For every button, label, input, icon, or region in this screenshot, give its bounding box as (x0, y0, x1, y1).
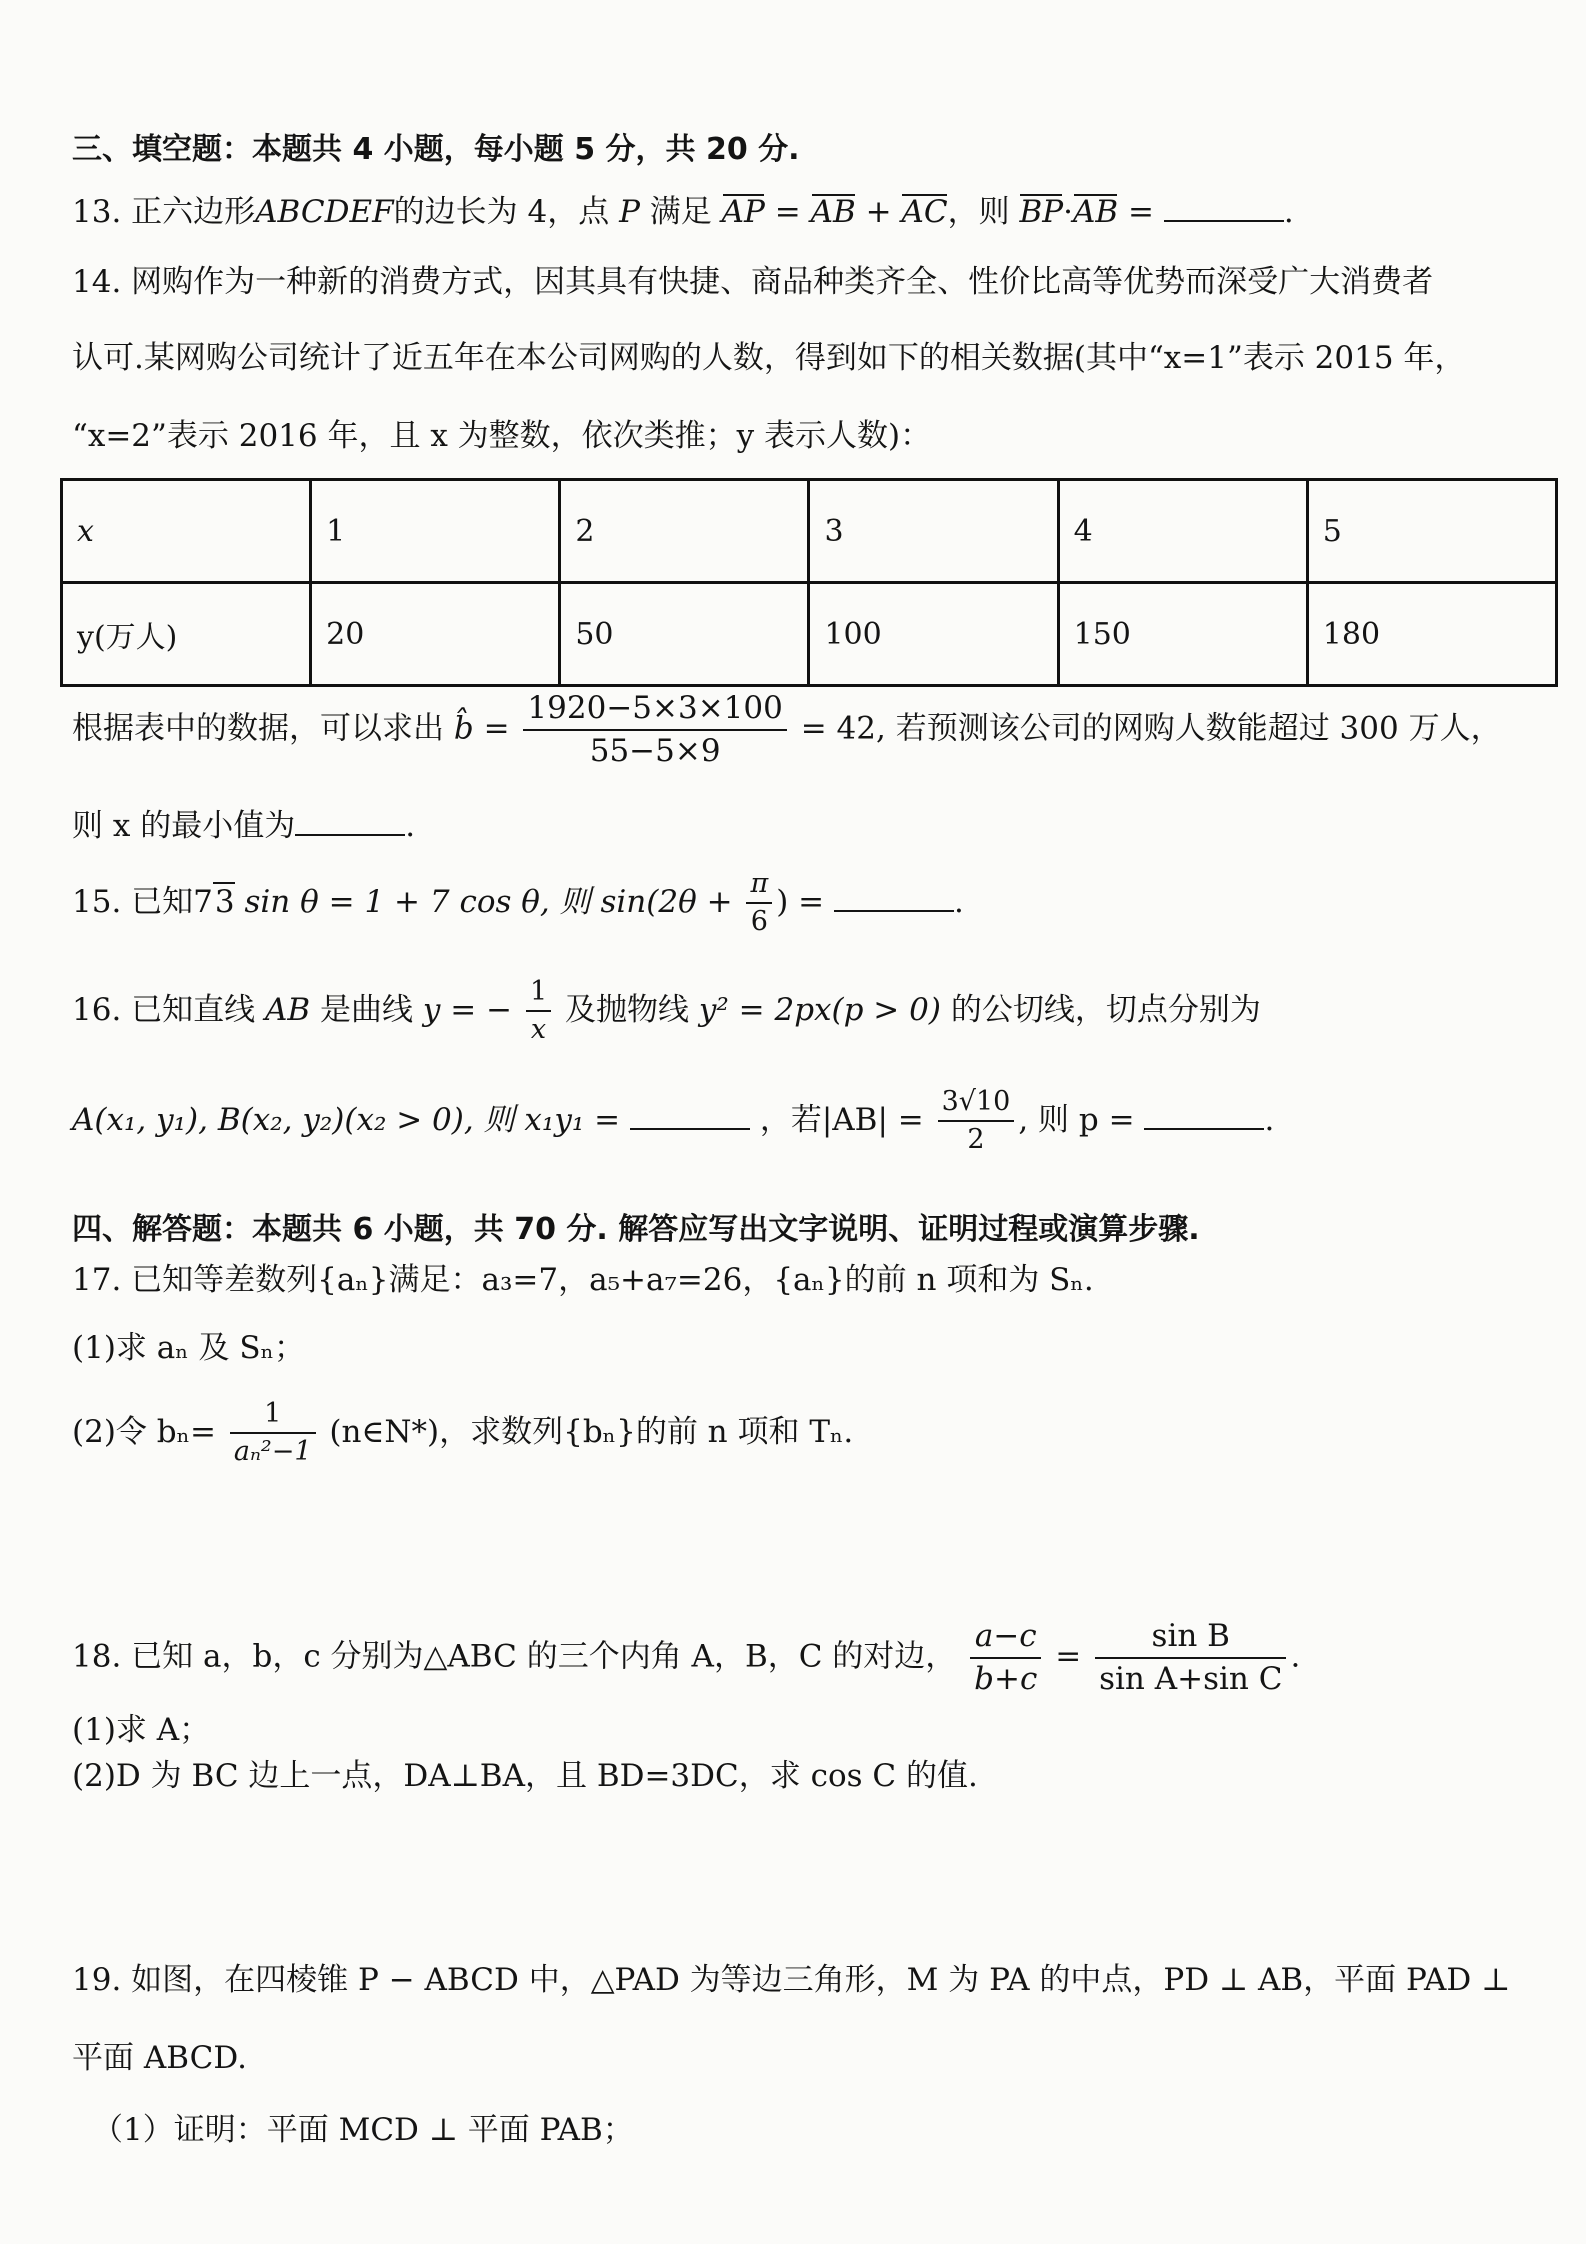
answer-blank-15 (834, 884, 954, 912)
vector-ab: AB (810, 194, 856, 230)
fraction: $\frac{1920-5\times 3\times 100}{55-5\times 9}$ (523, 690, 786, 770)
question-18: 18. 已知 a，b，c 分别为△ABC 的三个内角 A，B，C 的对边， $\frac{a-c}{b+c}$ = $\frac{\text{sin B}}{\text{sin A+sin C}}$ . (72, 1618, 1301, 1698)
table-cell: 5 (1307, 480, 1556, 583)
table-cell: 150 (1058, 583, 1307, 686)
answer-blank-13 (1164, 194, 1284, 222)
table-cell: 1 (311, 480, 560, 583)
vector-ac: AC (901, 194, 948, 230)
table-cell: y(万人) (62, 583, 311, 686)
table-cell: 4 (1058, 480, 1307, 583)
question-14-line-3: “x=2”表示 2016 年，且 x 为整数，依次类推；y 表示人数)： (72, 418, 932, 454)
answer-blank-16a (630, 1102, 750, 1130)
vector-ap: AP (721, 194, 765, 230)
section-3-heading: 三、填空题：本题共 4 小题，每小题 5 分，共 20 分. (72, 132, 800, 167)
question-17: 17. 已知等差数列{aₙ}满足：a₃=7，a₅+a₇=26，{aₙ}的前 n 项和为 Sₙ. (72, 1262, 1094, 1298)
table-row (62, 583, 1557, 686)
answer-blank-16b (1144, 1102, 1264, 1130)
table-cell: 20 (311, 583, 560, 686)
fraction: $\frac{3√10}{2}$ (938, 1086, 1015, 1157)
vector-ab-2: AB (1072, 194, 1119, 230)
fraction: $\frac{1}{x}$ (526, 976, 551, 1047)
table-cell: 50 (560, 583, 809, 686)
question-17-part-2: (2)令 bₙ= $\frac{1}{\text{aₙ²−1}}$ (n∈N*)，求数列{bₙ}的前 n 项和 Tₙ. (72, 1398, 854, 1468)
vector-bp: BP (1019, 194, 1064, 230)
table-cell: 2 (560, 480, 809, 583)
question-15: 15. 已知73 sin θ = 1 + 7 cos θ, 则 sin(2θ + $\frac{\pi}{6}$ ) = . (72, 868, 964, 938)
fraction: $\frac{\text{sin B}}{\text{sin A+sin C}}$ (1095, 1618, 1286, 1698)
question-19-part-1: （1）证明：平面 MCD ⊥ 平面 PAB； (92, 2112, 634, 2148)
question-13: 13. 正六边形ABCDEF的边长为 4，点 P 满足 AP = AB + AC，则 BP·AB = . (72, 194, 1294, 230)
question-18-part-2: (2)D 为 BC 边上一点，DA⊥BA，且 BD=3DC，求 cos C 的值. (72, 1758, 978, 1794)
question-14-line-1: 14. 网购作为一种新的消费方式，因其具有快捷、商品种类齐全、性价比高等优势而深受广大消费者 (72, 264, 1434, 300)
table-cell: 180 (1307, 583, 1556, 686)
table-cell: x (62, 480, 311, 583)
section-4-heading: 四、解答题：本题共 6 小题，共 70 分. 解答应写出文字说明、证明过程或演算步骤. (72, 1212, 1200, 1247)
question-18-part-1: (1)求 A； (72, 1712, 211, 1748)
question-19-line-1: 19. 如图，在四棱锥 P − ABCD 中，△PAD 为等边三角形，M 为 PA 的中点，PD ⊥ AB，平面 PAD ⊥ (72, 1962, 1511, 1998)
table-cell: 100 (809, 583, 1058, 686)
question-19-line-2: 平面 ABCD. (72, 2040, 247, 2076)
question-16-line-2: A(x₁, y₁), B(x₂, y₂)(x₂ > 0), 则 x₁y₁ = ，若|AB| = $\frac{3√10}{2}$ , 则 p = . (72, 1086, 1275, 1156)
answer-blank-14 (295, 808, 405, 836)
question-14-formula: 根据表中的数据，可以求出 b̂ = $\frac{1920-5\times 3\times 100}{55-5\times 9}$ = 42, 若预测该公司的网购人数能超过 300 万人， (72, 690, 1502, 770)
table-cell: 3 (809, 480, 1058, 583)
question-17-part-1: (1)求 aₙ 及 Sₙ； (72, 1330, 306, 1366)
fraction: $\frac{1}{\text{aₙ²−1}}$ (230, 1398, 316, 1469)
fraction: $\frac{\pi}{6}$ (746, 868, 772, 939)
data-table (60, 478, 1558, 687)
fraction: $\frac{a-c}{b+c}$ (970, 1618, 1041, 1698)
question-14-last: 则 x 的最小值为 . (72, 808, 416, 844)
question-16-line-1: 16. 已知直线 AB 是曲线 y = − $\frac{1}{x}$ 及抛物线 y² = 2px(p > 0) 的公切线，切点分别为 (72, 976, 1261, 1046)
table-row (62, 480, 1557, 583)
question-14-line-2: 认可.某网购公司统计了近五年在本公司网购的人数，得到如下的相关数据(其中“x=1”表示 2015 年， (72, 340, 1466, 376)
